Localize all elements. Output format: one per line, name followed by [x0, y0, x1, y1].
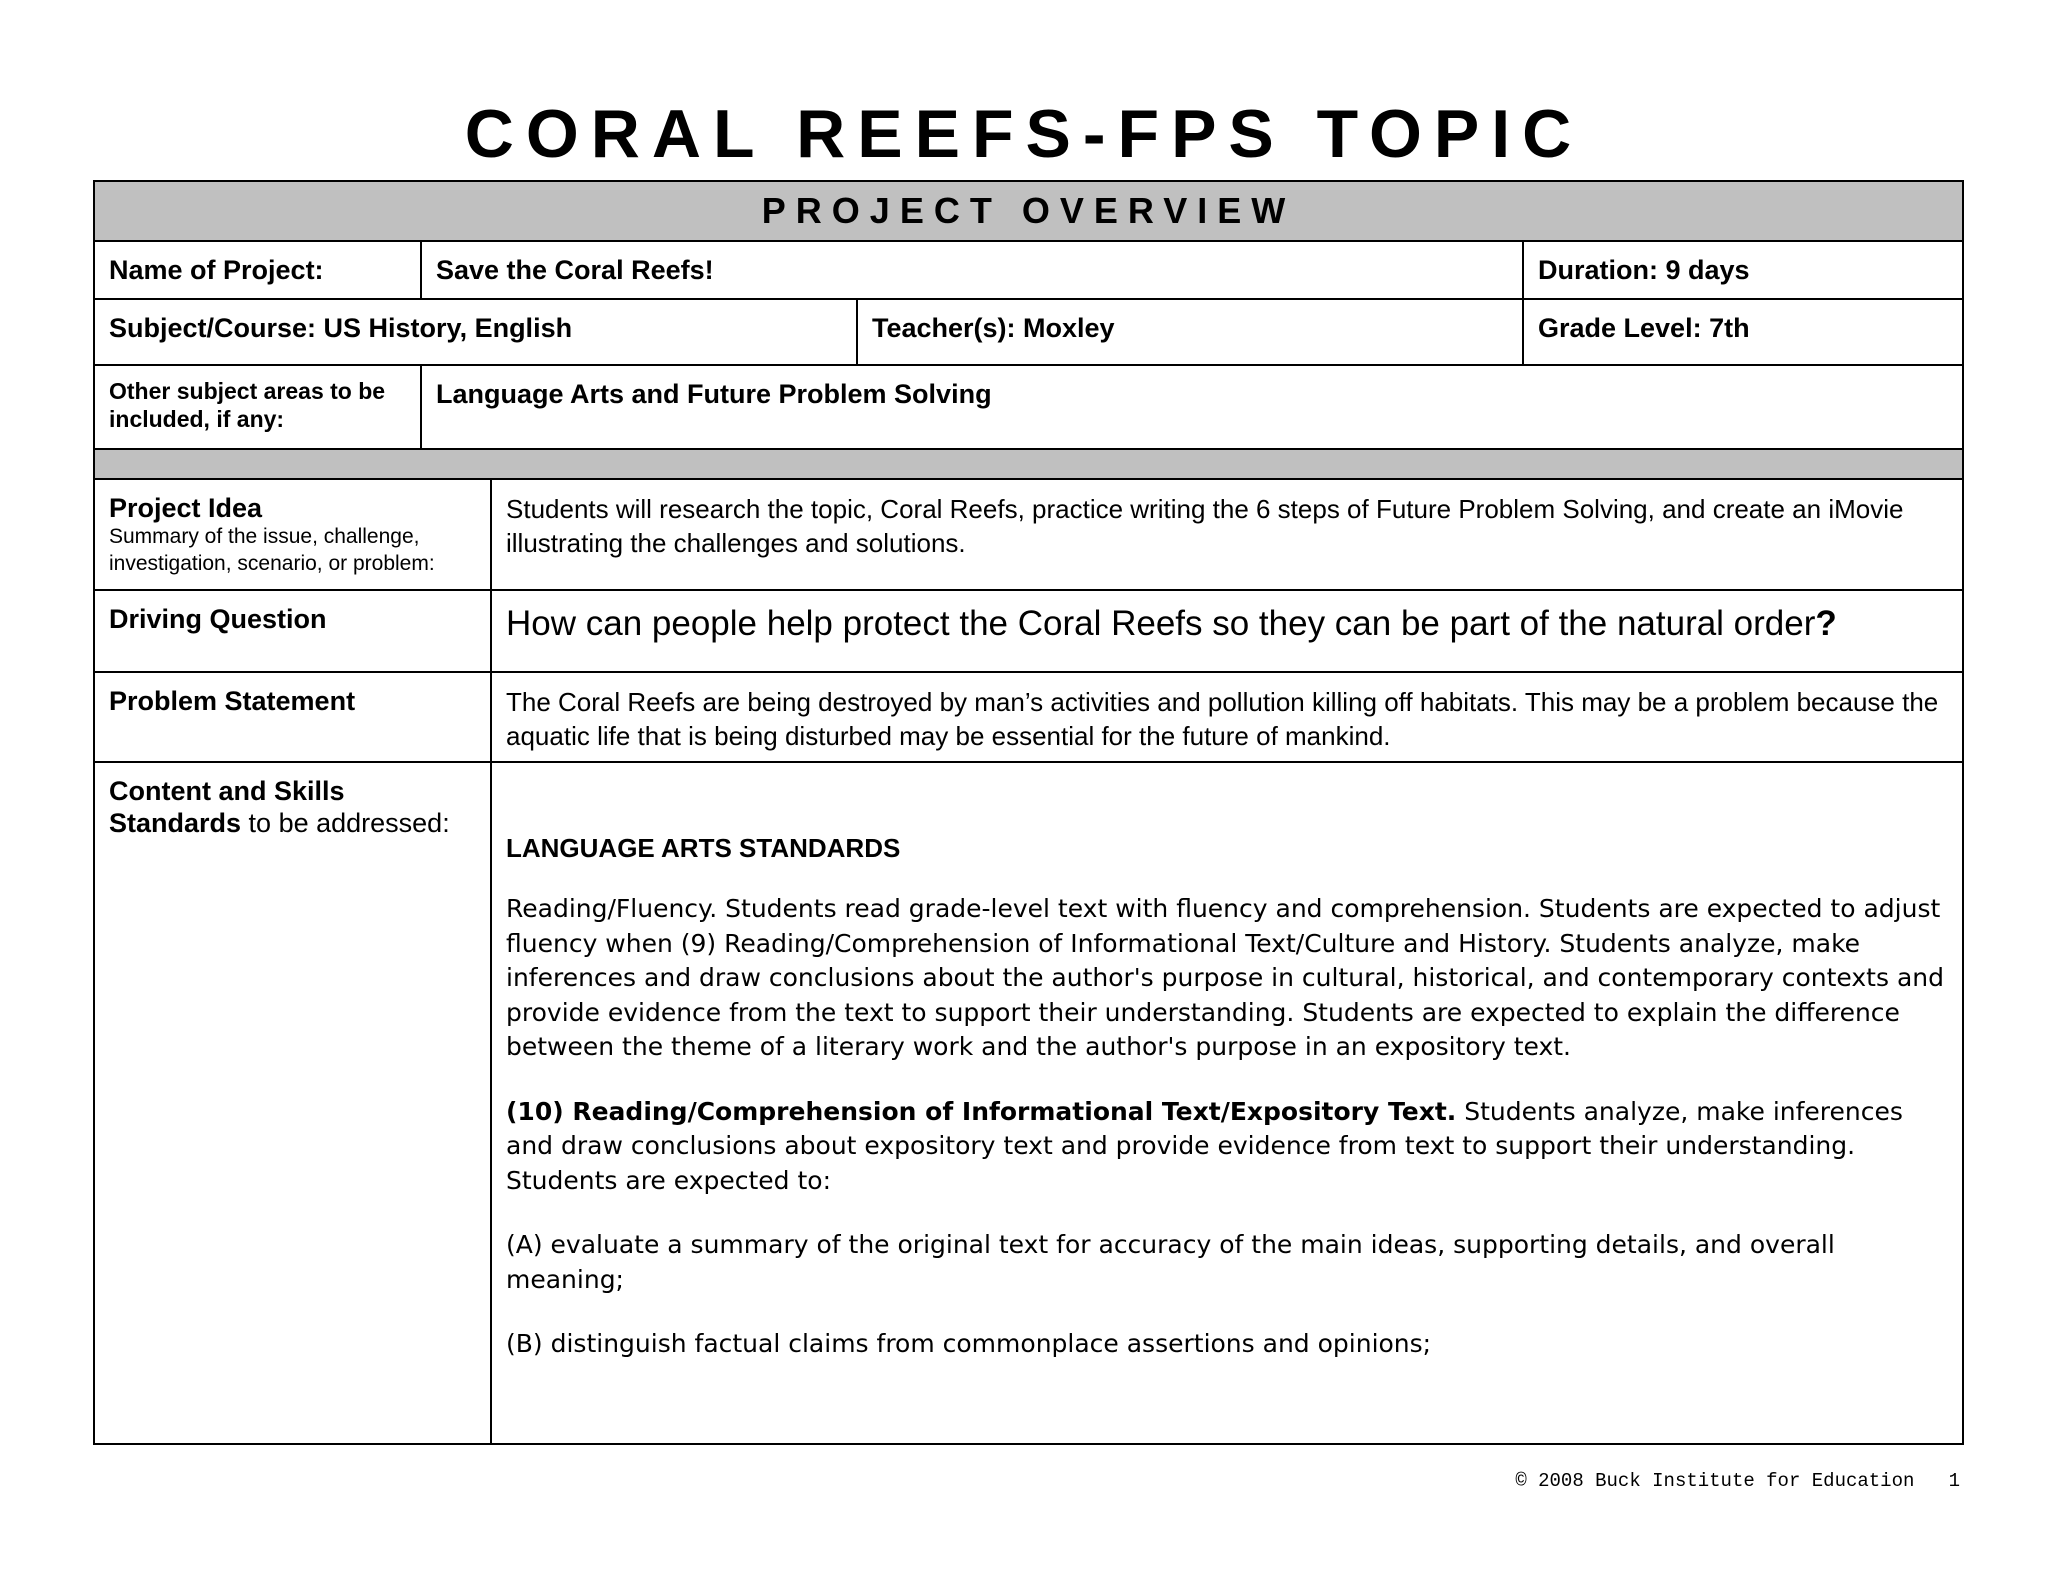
copyright-footer: © 2008 Buck Institute for Education 1: [1515, 1470, 1960, 1492]
standard-reading-fluency: Reading/Fluency. Students read grade-level text with fluency and comprehension. Students are expected to adjust fluency when (9) Reading/Comprehension of Informational Text/Culture and History. Students analyze, make inferences and draw conclusions about the author's purpose in cultural, historical, and contemporary contexts and provide evidence from the text to support their understanding. Students are expected to explain the difference between the theme of a literary work and the author's purpose in an expository text.: [506, 894, 1944, 1062]
other-subjects-value: Language Arts and Future Problem Solving: [436, 379, 992, 409]
problem-statement-text: The Coral Reefs are being destroyed by man’s activities and pollution killing off habitats. This may be a problem because the aquatic life that is being disturbed may be essential for the future of mankind.: [506, 687, 1939, 752]
project-overview-table: [93, 180, 1964, 1445]
subject-course: Subject/Course: US History, English: [95, 300, 858, 364]
subject-row: [95, 300, 1962, 366]
problem-statement-label: Problem Statement: [95, 673, 492, 761]
project-idea-text: Students will research the topic, Coral Reefs, practice writing the 6 steps of Future Problem Solving, and create an iMovie illustrating the challenges and solutions.: [506, 494, 1904, 559]
driving-question-label: Driving Question: [95, 591, 492, 671]
standard-10: [506, 1095, 1948, 1199]
content-label-line1: Content and Skills: [109, 776, 345, 806]
project-name: Save the Coral Reefs!: [422, 242, 1524, 298]
standards-heading: LANGUAGE ARTS STANDARDS: [506, 833, 901, 863]
content-label-line2: [109, 807, 476, 839]
driving-question-mark: ?: [1815, 604, 1837, 643]
teachers: Teacher(s): Moxley: [858, 300, 1524, 364]
standard-10-text: Students analyze, make inferences and draw conclusions about expository text and provide evidence from text to support their understanding. Students are expected to:: [506, 1096, 1903, 1195]
duration: Duration: 9 days: [1538, 255, 1750, 285]
page-title: CORAL REEFS-FPS TOPIC: [464, 96, 1584, 172]
content-label-standards: Standards: [109, 808, 242, 839]
content-standards-row: [95, 763, 1962, 1445]
project-idea-sublabel: Summary of the issue, challenge, investigation, scenario, or problem:: [109, 525, 435, 575]
overview-heading: PROJECT OVERVIEW: [95, 182, 1962, 242]
other-subjects-row: [95, 366, 1962, 450]
standard-item-b: (B) distinguish factual claims from commonplace assertions and opinions;: [506, 1329, 1432, 1359]
name-row: [95, 242, 1962, 300]
standards-content: [492, 763, 1962, 1443]
standard-10-title: (10) Reading/Comprehension of Informational Text/Expository Text.: [506, 1096, 1457, 1126]
project-idea-row: [95, 480, 1962, 591]
driving-question-cell: [492, 591, 1962, 671]
content-label-rest: to be addressed:: [241, 808, 450, 839]
driving-question-row: [95, 591, 1962, 673]
grade-level: Grade Level: 7th: [1538, 313, 1750, 343]
standard-item-a: (A) evaluate a summary of the original text for accuracy of the main ideas, supporting details, and overall meaning;: [506, 1230, 1835, 1294]
section-divider: [95, 450, 1962, 480]
driving-question-text: How can people help protect the Coral Reefs so they can be part of the natural order: [506, 604, 1816, 643]
problem-statement-row: [95, 673, 1962, 763]
content-standards-label-cell: [95, 763, 492, 1443]
project-idea-label: Project Idea: [109, 493, 263, 523]
other-subjects-label: Other subject areas to be included, if any:: [95, 366, 422, 448]
project-idea-label-cell: [95, 480, 492, 589]
name-label: Name of Project:: [95, 242, 422, 298]
